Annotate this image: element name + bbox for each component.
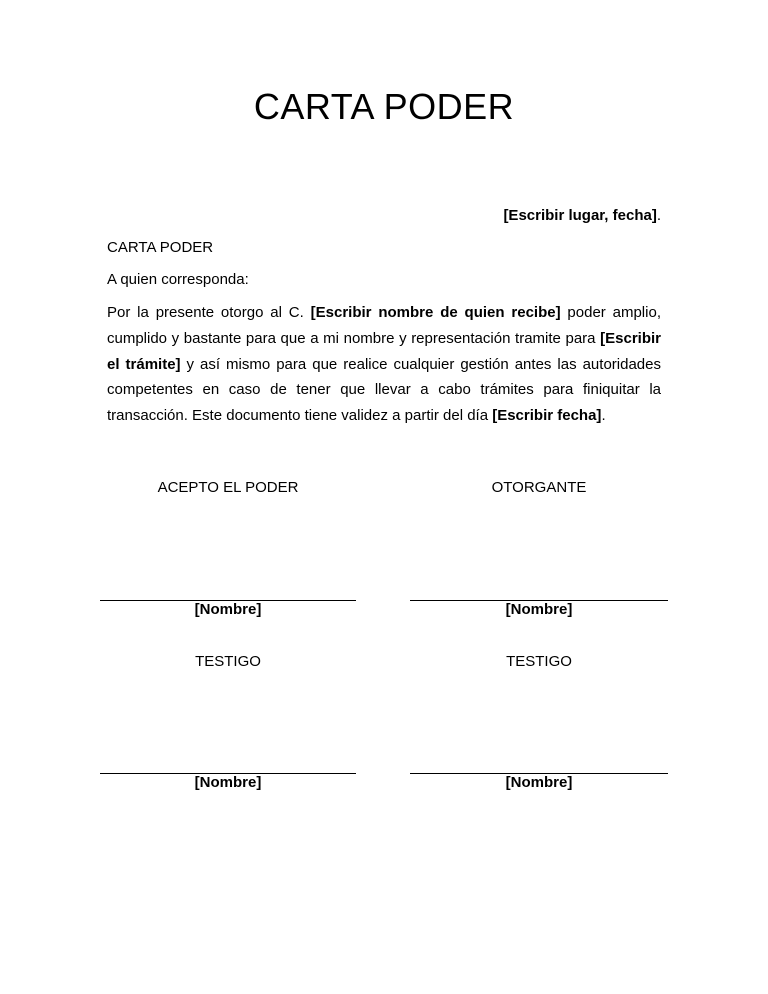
accept-power-label: ACEPTO EL PODER <box>157 479 299 496</box>
letter-heading: CARTA PODER <box>107 239 214 256</box>
accept-name-placeholder: [Nombre] <box>194 601 262 618</box>
body-paragraph <box>107 300 661 429</box>
recipient-name-placeholder: [Escribir nombre de quien recibe] <box>310 304 561 321</box>
salutation: A quien corresponda: <box>107 271 249 288</box>
place-date-suffix: . <box>656 207 661 224</box>
place-date-placeholder: [Escribir lugar, fecha] <box>503 207 657 224</box>
witness-1-label: TESTIGO <box>195 653 261 670</box>
body-text-part-2: poder amplio, cumplido y bastante para que a mi nombre y representación tramite para <box>107 304 661 347</box>
grantor-label: OTORGANTE <box>491 479 587 496</box>
grantor-name-placeholder: [Nombre] <box>505 601 573 618</box>
date-placeholder: [Escribir fecha] <box>492 407 602 425</box>
place-date-line <box>503 207 661 224</box>
body-text-part-4: . <box>601 407 606 425</box>
witness-2-name-placeholder: [Nombre] <box>505 774 573 791</box>
body-text-part-1: Por la presente otorgo al C. <box>107 304 311 321</box>
document-title: CARTA PODER <box>253 86 515 127</box>
procedure-placeholder: [Escribir el trámite] <box>107 329 661 373</box>
witness-1-name-placeholder: [Nombre] <box>194 774 262 791</box>
body-text-part-3: y así mismo para que realice cualquier gestión antes las autoridades competentes en caso de tener que llevar a cabo trámites para finiquitar la transacción. Este documento tiene validez a partir del día <box>107 355 661 425</box>
witness-2-label: TESTIGO <box>506 653 572 670</box>
